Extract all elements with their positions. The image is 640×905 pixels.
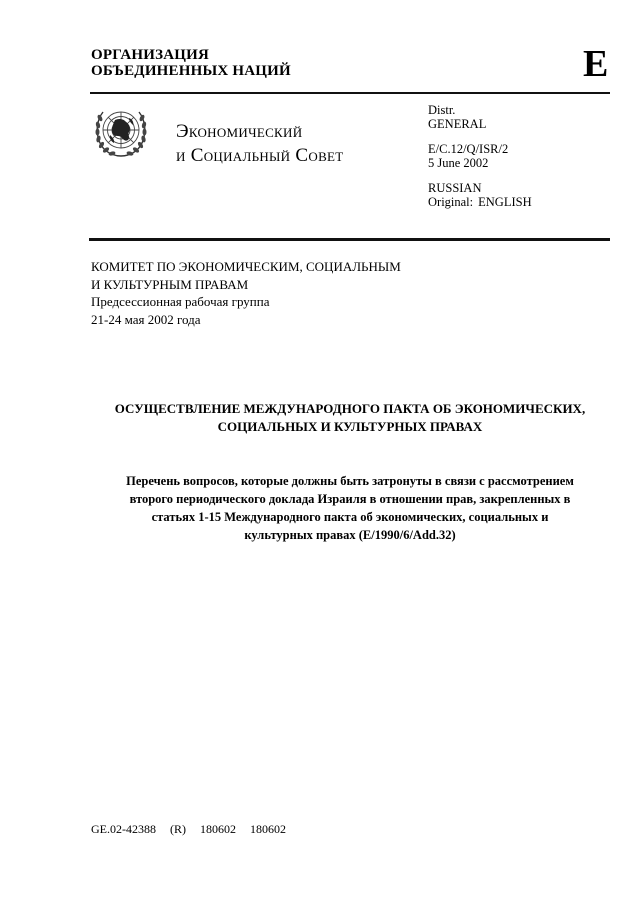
footer-date-2: 180602: [250, 822, 286, 836]
language-letter: E: [583, 43, 609, 85]
document-subheading: [90, 472, 610, 544]
language-code: (R): [170, 822, 186, 836]
heading-line: ОСУЩЕСТВЛЕНИЕ МЕЖДУНАРОДНОГО ПАКТА ОБ ЭКОНОМИЧЕСКИХ,: [114, 401, 586, 416]
original-value: ENGLISH: [478, 194, 532, 209]
footer-date-1: 180602: [200, 822, 236, 836]
header-rule: [90, 92, 610, 94]
distribution-value: GENERAL: [428, 116, 487, 131]
document-date: 5 June 2002: [428, 155, 489, 170]
organization-name-line2: ОБЪЕДИНЕННЫХ НАЦИЙ: [91, 63, 291, 79]
council-title: [176, 120, 344, 168]
committee-name-line2: И КУЛЬТУРНЫМ ПРАВАМ: [91, 276, 249, 292]
un-emblem-icon: [93, 104, 149, 158]
organization-name: [91, 47, 291, 79]
working-group: Предсессионная рабочая группа: [91, 294, 270, 310]
original-label: Original:: [428, 194, 474, 209]
subheading-line: второго периодического доклада Израиля в отношении прав, закрепленных в: [129, 492, 571, 506]
council-title-line2: и Социальный Совет: [176, 145, 344, 166]
council-title-line1: Экономический: [176, 121, 303, 142]
section-rule: [89, 238, 610, 241]
session-dates: 21-24 мая 2002 года: [91, 312, 201, 328]
distribution-block: [428, 104, 532, 209]
organization-name-line1: ОРГАНИЗАЦИЯ: [91, 47, 210, 63]
original-language: [428, 196, 532, 210]
subheading-line: Перечень вопросов, которые должны быть затронуты в связи с рассмотрением: [126, 474, 574, 488]
job-number: GE.02-42388: [91, 822, 156, 836]
committee-name-line1: КОМИТЕТ ПО ЭКОНОМИЧЕСКИМ, СОЦИАЛЬНЫМ: [91, 259, 401, 274]
heading-line: СОЦИАЛЬНЫХ И КУЛЬТУРНЫХ ПРАВАХ: [217, 419, 483, 434]
committee-block: [91, 258, 401, 329]
subheading-line: статьях 1-15 Международного пакта об экономических, социальных и: [151, 510, 549, 524]
subheading-line: культурных правах (E/1990/6/Add.32): [244, 528, 456, 542]
document-symbol: E/C.12/Q/ISR/2: [428, 142, 509, 156]
distribution-label: Distr.: [428, 103, 456, 117]
footer-job-number: [91, 822, 286, 836]
document-heading: [90, 400, 610, 436]
document-language: RUSSIAN: [428, 181, 482, 195]
